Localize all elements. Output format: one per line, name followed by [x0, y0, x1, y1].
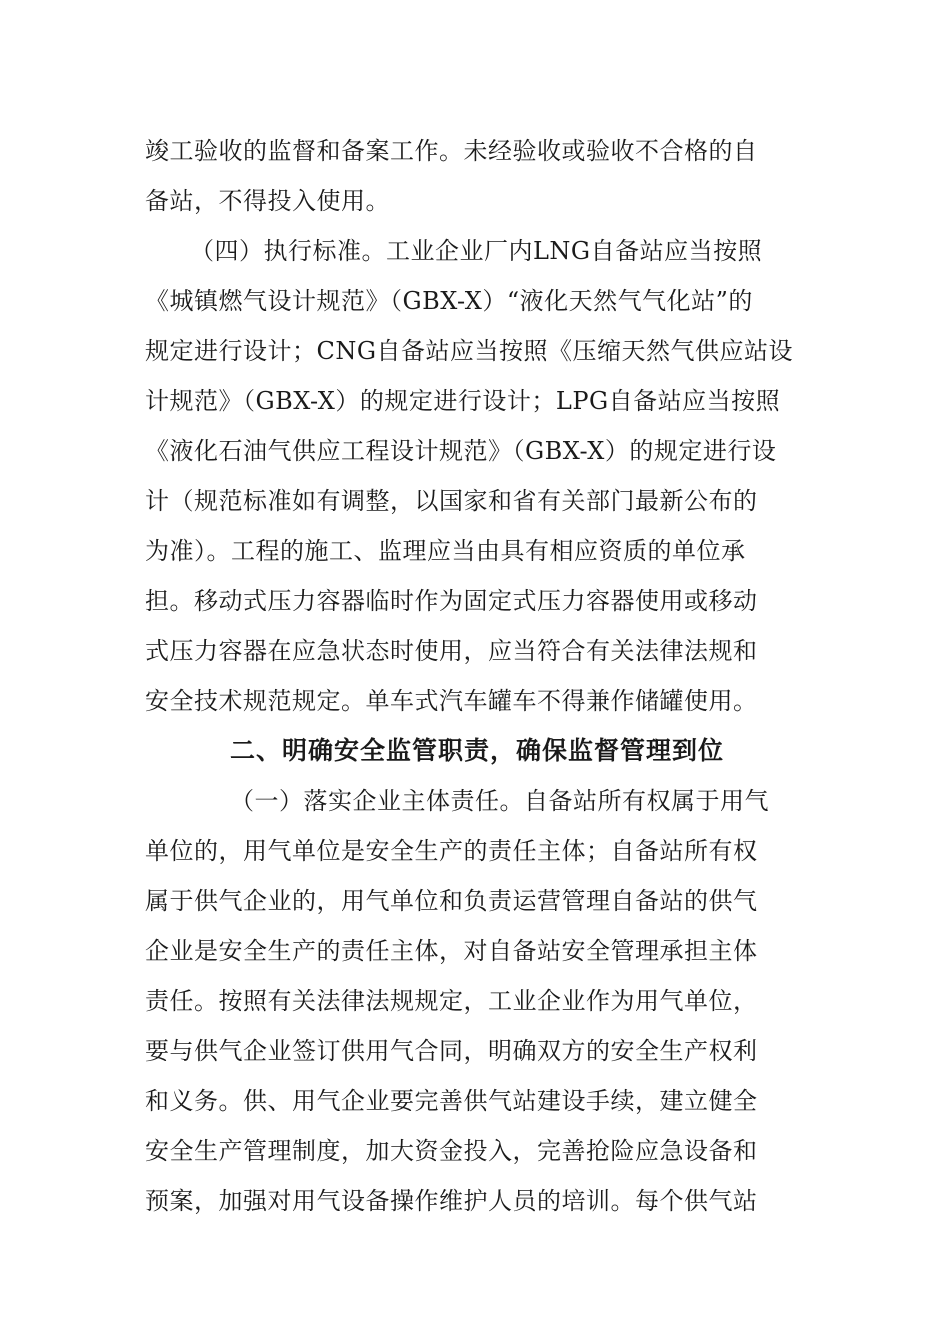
body-line: 要与供气企业签订供用气合同，明确双方的安全生产权利 [145, 1037, 758, 1065]
body-line: 式压力容器在应急状态时使用，应当符合有关法律法规和 [145, 637, 758, 665]
body-line: 计规范》（GBX-X）的规定进行设计；LPG自备站应当按照 [145, 387, 781, 415]
body-line: 预案，加强对用气设备操作维护人员的培训。每个供气站 [145, 1187, 758, 1215]
body-line: 备站，不得投入使用。 [145, 187, 390, 215]
body-line: 安全生产管理制度，加大资金投入，完善抢险应急设备和 [145, 1137, 758, 1165]
body-line: 担。移动式压力容器临时作为固定式压力容器使用或移动 [145, 587, 758, 615]
body-line: 为准）。工程的施工、监理应当由具有相应资质的单位承 [145, 537, 746, 565]
body-line: 安全技术规范规定。单车式汽车罐车不得兼作储罐使用。 [145, 687, 758, 715]
body-line: 属于供气企业的，用气单位和负责运营管理自备站的供气 [145, 887, 758, 915]
section-1-paragraph: （一）落实企业主体责任。自备站所有权属于用气 [230, 787, 769, 815]
section-heading: 二、明确安全监管职责，确保监督管理到位 [230, 736, 725, 765]
body-line: 计（规范标准如有调整，以国家和省有关部门最新公布的 [145, 487, 758, 515]
body-line: 责任。按照有关法律法规规定，工业企业作为用气单位， [145, 987, 758, 1015]
body-line: 《液化石油气供应工程设计规范》（GBX-X）的规定进行设 [145, 437, 777, 465]
body-line: 规定进行设计；CNG自备站应当按照《压缩天然气供应站设 [145, 337, 794, 365]
body-line: 《城镇燃气设计规范》（GBX-X）“液化天然气气化站”的 [145, 287, 753, 315]
body-line: 企业是安全生产的责任主体，对自备站安全管理承担主体 [145, 937, 758, 965]
body-line: 和义务。供、用气企业要完善供气站建设手续，建立健全 [145, 1087, 758, 1115]
section-4-paragraph: （四）执行标准。工业企业厂内LNG自备站应当按照 [190, 237, 763, 265]
body-line: 竣工验收的监督和备案工作。未经验收或验收不合格的自 [145, 137, 758, 165]
body-line: 单位的，用气单位是安全生产的责任主体；自备站所有权 [145, 837, 758, 865]
